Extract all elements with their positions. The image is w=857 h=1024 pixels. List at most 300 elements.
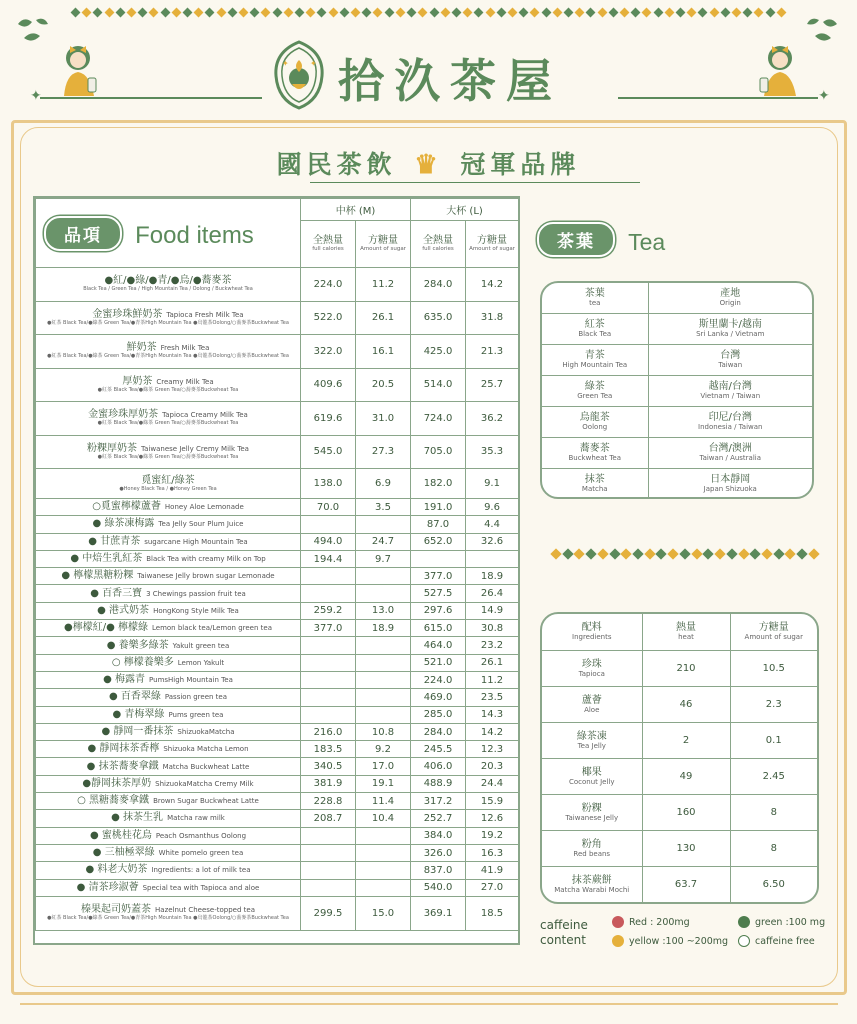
diamond-icon bbox=[550, 548, 561, 559]
diamond-icon bbox=[160, 8, 170, 18]
value-cell: 10.4 bbox=[356, 810, 411, 827]
table-row bbox=[542, 686, 817, 722]
diamond-icon bbox=[250, 8, 260, 18]
legend-yellow: yellow :100 ~200mg bbox=[610, 935, 728, 947]
diamond-icon bbox=[562, 548, 573, 559]
value-cell: 208.7 bbox=[301, 810, 356, 827]
diamond-icon bbox=[541, 8, 551, 18]
value-cell: 16.3 bbox=[466, 844, 519, 861]
table-row bbox=[36, 301, 519, 335]
diamond-icon bbox=[608, 8, 618, 18]
diamond-icon bbox=[743, 8, 753, 18]
value-cell bbox=[356, 706, 411, 723]
ingredient-cell: 熱量 heat bbox=[642, 614, 730, 650]
green-dot-icon bbox=[738, 916, 750, 928]
value-cell: 25.7 bbox=[466, 368, 519, 402]
diamond-icon bbox=[632, 548, 643, 559]
ingredient-cell: 8 bbox=[730, 830, 817, 866]
diamond-icon bbox=[597, 548, 608, 559]
diamond-icon bbox=[621, 548, 632, 559]
value-cell bbox=[301, 671, 356, 688]
ingredient-cell: 方糖量 Amount of sugar bbox=[730, 614, 817, 650]
top-diamond-border bbox=[72, 9, 785, 17]
diamond-icon bbox=[668, 548, 679, 559]
value-cell bbox=[356, 879, 411, 896]
tea-header bbox=[537, 222, 665, 257]
diamond-icon bbox=[631, 8, 641, 18]
item-name-cell: 鮮奶茶 Fresh Milk Tea ●紅茶 Black Tea/●綠茶 Green Tea/●青茶High Mountain Tea ●烏龍茶Oolong/○蕎麥茶Buckwheat Tea bbox=[36, 335, 301, 369]
leaf-left-icon bbox=[14, 14, 50, 50]
table-row bbox=[542, 830, 817, 866]
value-cell: 464.0 bbox=[411, 637, 466, 654]
svg-text:✦: ✦ bbox=[310, 59, 317, 68]
ingredient-cell: 63.7 bbox=[642, 866, 730, 902]
value-cell: 18.9 bbox=[466, 568, 519, 585]
value-cell bbox=[301, 516, 356, 533]
item-name-cell: ●檸檬紅/● 檸檬綠 Lemon black tea/Lemon green tea bbox=[36, 620, 301, 637]
ingredient-cell: 蘆薈 Aloe bbox=[542, 686, 642, 722]
table-row bbox=[36, 402, 519, 436]
brand-logo-icon bbox=[272, 40, 326, 110]
value-cell: 425.0 bbox=[411, 335, 466, 369]
value-cell: 35.3 bbox=[466, 435, 519, 469]
value-cell: 9.2 bbox=[356, 741, 411, 758]
diamond-icon bbox=[642, 8, 652, 18]
table-row bbox=[36, 568, 519, 585]
value-cell: 322.0 bbox=[301, 335, 356, 369]
value-cell: 384.0 bbox=[411, 827, 466, 844]
item-name-cell: ●靜岡抹茶厚奶 ShizuokaMatcha Cremy Milk bbox=[36, 775, 301, 792]
table-row bbox=[542, 794, 817, 830]
middle-diamond-divider bbox=[552, 550, 818, 560]
leaf-right-icon bbox=[805, 14, 841, 50]
value-cell: 11.2 bbox=[356, 268, 411, 302]
value-cell bbox=[301, 879, 356, 896]
tea-pill: 茶葉 bbox=[537, 222, 615, 257]
value-cell: 10.8 bbox=[356, 723, 411, 740]
diamond-icon bbox=[283, 8, 293, 18]
diamond-icon bbox=[507, 8, 517, 18]
diamond-icon bbox=[194, 8, 204, 18]
table-row bbox=[36, 585, 519, 602]
value-cell: 14.3 bbox=[466, 706, 519, 723]
value-cell bbox=[301, 568, 356, 585]
sparkle-icon: ✦ bbox=[30, 88, 42, 104]
value-cell: 377.0 bbox=[411, 568, 466, 585]
diamond-icon bbox=[530, 8, 540, 18]
value-cell: 11.4 bbox=[356, 793, 411, 810]
ingredient-cell: 10.5 bbox=[730, 650, 817, 686]
table-row bbox=[542, 722, 817, 758]
tea-cell: 紅茶 Black Tea bbox=[542, 313, 648, 344]
value-cell: 299.5 bbox=[301, 896, 356, 930]
item-name-cell: ● 港式奶茶 HongKong Style Milk Tea bbox=[36, 602, 301, 619]
value-cell: 36.2 bbox=[466, 402, 519, 436]
diamond-icon bbox=[754, 8, 764, 18]
item-name-cell: 榛果起司奶蓋茶 Hazelnut Cheese-topped tea ●紅茶 Black Tea/●綠茶 Green Tea/●青茶High Mountain Tea ●烏龍茶Oolong/○蕎麥茶Buckwheat Tea bbox=[36, 896, 301, 930]
item-name-cell: ● 抹茶蕎麥拿鐵 Matcha Buckwheat Latte bbox=[36, 758, 301, 775]
tea-cell: 茶葉 tea bbox=[584, 288, 605, 308]
table-row bbox=[542, 344, 812, 375]
crown-icon: ♛ bbox=[414, 150, 443, 180]
table-row bbox=[36, 499, 519, 516]
ingredient-cell: 粉粿 Taiwanese Jelly bbox=[542, 794, 642, 830]
value-cell: 652.0 bbox=[411, 533, 466, 550]
slogan-underline bbox=[310, 182, 640, 183]
diamond-icon bbox=[703, 548, 714, 559]
diamond-icon bbox=[138, 8, 148, 18]
item-name-cell: ● 三柚極翠綠 White pomelo green tea bbox=[36, 844, 301, 861]
size-medium-header: 中杯 (M) bbox=[301, 199, 411, 221]
value-cell bbox=[466, 550, 519, 567]
value-cell bbox=[301, 706, 356, 723]
legend-green: green :100 mg bbox=[736, 916, 825, 928]
value-cell: 488.9 bbox=[411, 775, 466, 792]
diamond-icon bbox=[761, 548, 772, 559]
diamond-icon bbox=[104, 8, 114, 18]
tea-header-row bbox=[542, 283, 812, 313]
tea-origin-table bbox=[540, 281, 814, 499]
item-name-cell: ● 檸檬黑糖粉粿 Taiwanese Jelly brown sugar Lemonade bbox=[36, 568, 301, 585]
tea-cell: 綠茶 Green Tea bbox=[542, 375, 648, 406]
value-cell bbox=[356, 585, 411, 602]
diamond-icon bbox=[216, 8, 226, 18]
ingredient-cell: 2.3 bbox=[730, 686, 817, 722]
tea-cell: 烏龍茶 Oolong bbox=[542, 406, 648, 437]
value-cell bbox=[301, 862, 356, 879]
header-line-right bbox=[618, 97, 818, 99]
table-row bbox=[542, 866, 817, 902]
ingredient-cell: 130 bbox=[642, 830, 730, 866]
value-cell: 224.0 bbox=[301, 268, 356, 302]
ingredient-cell: 椰果 Coconut Jelly bbox=[542, 758, 642, 794]
item-name-cell: ● 蜜桃桂花烏 Peach Osmanthus Oolong bbox=[36, 827, 301, 844]
value-cell: 18.5 bbox=[466, 896, 519, 930]
value-cell: 369.1 bbox=[411, 896, 466, 930]
slogan bbox=[0, 145, 857, 181]
value-cell: 15.0 bbox=[356, 896, 411, 930]
diamond-icon bbox=[609, 548, 620, 559]
table-row bbox=[36, 741, 519, 758]
value-cell: 837.0 bbox=[411, 862, 466, 879]
item-name-cell: ● 百香三寶 3 Chewings passion fruit tea bbox=[36, 585, 301, 602]
table-row bbox=[36, 654, 519, 671]
value-cell: 19.2 bbox=[466, 827, 519, 844]
diamond-icon bbox=[656, 548, 667, 559]
girl-mascot-left-icon bbox=[58, 40, 100, 98]
item-name-cell: ○ 檸檬養樂多 Lemon Yakult bbox=[36, 654, 301, 671]
ingredient-cell: 粉角 Red beans bbox=[542, 830, 642, 866]
table-row bbox=[36, 862, 519, 879]
value-cell: 9.1 bbox=[466, 469, 519, 499]
ingredient-cell: 配料 Ingredients bbox=[572, 622, 612, 642]
free-dot-icon bbox=[738, 935, 750, 947]
value-cell: 26.1 bbox=[466, 654, 519, 671]
diamond-icon bbox=[714, 548, 725, 559]
diamond-icon bbox=[407, 8, 417, 18]
ingredient-cell: 160 bbox=[642, 794, 730, 830]
diamond-icon bbox=[796, 548, 807, 559]
red-dot-icon bbox=[612, 916, 624, 928]
value-cell: 245.5 bbox=[411, 741, 466, 758]
diamond-icon bbox=[750, 548, 761, 559]
table-row bbox=[36, 689, 519, 706]
value-cell: 724.0 bbox=[411, 402, 466, 436]
value-cell: 259.2 bbox=[301, 602, 356, 619]
item-name-cell: 金蜜珍珠鮮奶茶 Tapioca Fresh Milk Tea ●紅茶 Black Tea/●綠茶 Green Tea/●青茶High Mountain Tea ●烏龍茶Oolong/○蕎麥茶Buckwheat Tea bbox=[36, 301, 301, 335]
table-row bbox=[36, 793, 519, 810]
table-row bbox=[36, 368, 519, 402]
diamond-icon bbox=[597, 8, 607, 18]
diamond-icon bbox=[115, 8, 125, 18]
ingredient-cell: 6.50 bbox=[730, 866, 817, 902]
value-cell: 705.0 bbox=[411, 435, 466, 469]
value-cell: 17.0 bbox=[356, 758, 411, 775]
tea-cell: 抹茶 Matcha bbox=[542, 468, 648, 499]
value-cell: 13.0 bbox=[356, 602, 411, 619]
legend-caption: caffeine content bbox=[540, 918, 588, 947]
diamond-icon bbox=[808, 548, 819, 559]
value-cell: 31.8 bbox=[466, 301, 519, 335]
diamond-icon bbox=[183, 8, 193, 18]
food-pill: 品項 bbox=[44, 216, 122, 251]
table-row bbox=[36, 758, 519, 775]
table-row bbox=[36, 896, 519, 930]
value-cell: 619.6 bbox=[301, 402, 356, 436]
diamond-icon bbox=[373, 8, 383, 18]
value-cell: 26.4 bbox=[466, 585, 519, 602]
value-cell: 285.0 bbox=[411, 706, 466, 723]
diamond-icon bbox=[71, 8, 81, 18]
diamond-icon bbox=[306, 8, 316, 18]
item-name-cell: ● 料老大奶茶 Ingredients: a lot of milk tea bbox=[36, 862, 301, 879]
value-cell: 31.0 bbox=[356, 402, 411, 436]
value-cell: 23.2 bbox=[466, 637, 519, 654]
value-cell: 340.5 bbox=[301, 758, 356, 775]
value-cell bbox=[301, 689, 356, 706]
table-row bbox=[36, 268, 519, 302]
item-name-cell: ○覓蜜檸檬蘆薈 Honey Aloe Lemonade bbox=[36, 499, 301, 516]
diamond-icon bbox=[429, 8, 439, 18]
table-row bbox=[36, 516, 519, 533]
diamond-icon bbox=[519, 8, 529, 18]
table-row bbox=[542, 313, 812, 344]
table-row bbox=[542, 375, 812, 406]
value-cell bbox=[356, 827, 411, 844]
value-cell: 21.3 bbox=[466, 335, 519, 369]
diamond-icon bbox=[552, 8, 562, 18]
value-cell bbox=[301, 827, 356, 844]
item-name-cell: 厚奶茶 Creamy Milk Tea ●紅茶 Black Tea/●綠茶 Green Tea/○蕎麥茶Buckwheat Tea bbox=[36, 368, 301, 402]
item-name-cell: ● 養樂多綠茶 Yakult green tea bbox=[36, 637, 301, 654]
value-cell: 521.0 bbox=[411, 654, 466, 671]
diamond-icon bbox=[362, 8, 372, 18]
value-cell: 377.0 bbox=[301, 620, 356, 637]
value-cell: 26.1 bbox=[356, 301, 411, 335]
diamond-icon bbox=[205, 8, 215, 18]
m-sugar-header: 方糖量 Amount of sugar bbox=[356, 221, 411, 268]
value-cell: 4.4 bbox=[466, 516, 519, 533]
value-cell: 381.9 bbox=[301, 775, 356, 792]
value-cell: 284.0 bbox=[411, 268, 466, 302]
ingredient-cell: 8 bbox=[730, 794, 817, 830]
table-row bbox=[36, 602, 519, 619]
value-cell: 87.0 bbox=[411, 516, 466, 533]
diamond-icon bbox=[687, 8, 697, 18]
value-cell: 317.2 bbox=[411, 793, 466, 810]
ingredient-cell: 2.45 bbox=[730, 758, 817, 794]
header-line-left bbox=[40, 97, 262, 99]
tea-cell: 斯里蘭卡/越南 Sri Lanka / Vietnam bbox=[648, 313, 812, 344]
tea-cell: 日本靜岡 Japan Shizuoka bbox=[648, 468, 812, 499]
diamond-icon bbox=[620, 8, 630, 18]
girl-mascot-right-icon bbox=[758, 40, 800, 98]
diamond-icon bbox=[328, 8, 338, 18]
diamond-icon bbox=[418, 8, 428, 18]
table-row bbox=[36, 723, 519, 740]
value-cell: 284.0 bbox=[411, 723, 466, 740]
diamond-icon bbox=[653, 8, 663, 18]
table-row bbox=[36, 844, 519, 861]
value-cell: 522.0 bbox=[301, 301, 356, 335]
slogan-right: 冠軍品牌 bbox=[460, 150, 581, 179]
item-name-cell: ● 清茶珍淑薈 Special tea with Tapioca and aloe bbox=[36, 879, 301, 896]
value-cell bbox=[301, 585, 356, 602]
item-name-cell: ● 中焙生乳紅茶 Black Tea with creamy Milk on Top bbox=[36, 550, 301, 567]
value-cell: 70.0 bbox=[301, 499, 356, 516]
item-name-cell: 覓蜜紅/綠茶 ●Honey Black Tea / ●Honey Green Tea bbox=[36, 469, 301, 499]
l-cal-header: 全熱量 full calories bbox=[411, 221, 466, 268]
value-cell: 224.0 bbox=[411, 671, 466, 688]
diamond-icon bbox=[732, 8, 742, 18]
tea-cell: 越南/台灣 Vietnam / Taiwan bbox=[648, 375, 812, 406]
diamond-icon bbox=[496, 8, 506, 18]
diamond-icon bbox=[82, 8, 92, 18]
value-cell: 540.0 bbox=[411, 879, 466, 896]
table-row bbox=[542, 437, 812, 468]
diamond-icon bbox=[317, 8, 327, 18]
tea-cell: 印尼/台灣 Indonesia / Taiwan bbox=[648, 406, 812, 437]
value-cell: 228.8 bbox=[301, 793, 356, 810]
value-cell: 194.4 bbox=[301, 550, 356, 567]
value-cell: 6.9 bbox=[356, 469, 411, 499]
value-cell: 9.6 bbox=[466, 499, 519, 516]
diamond-icon bbox=[726, 548, 737, 559]
food-title: Food items bbox=[135, 222, 254, 249]
value-cell bbox=[356, 568, 411, 585]
diamond-icon bbox=[586, 8, 596, 18]
value-cell: 30.8 bbox=[466, 620, 519, 637]
value-cell: 24.7 bbox=[356, 533, 411, 550]
item-name-cell: ● 抹茶生乳 Matcha raw milk bbox=[36, 810, 301, 827]
value-cell: 409.6 bbox=[301, 368, 356, 402]
value-cell: 16.1 bbox=[356, 335, 411, 369]
value-cell: 12.3 bbox=[466, 741, 519, 758]
diamond-icon bbox=[698, 8, 708, 18]
value-cell: 182.0 bbox=[411, 469, 466, 499]
value-cell: 11.2 bbox=[466, 671, 519, 688]
ingredient-cell: 綠茶凍 Tea Jelly bbox=[542, 722, 642, 758]
slogan-left: 國民茶飲 bbox=[276, 150, 397, 179]
table-row bbox=[36, 435, 519, 469]
value-cell: 3.5 bbox=[356, 499, 411, 516]
ingredient-cell: 210 bbox=[642, 650, 730, 686]
value-cell: 191.0 bbox=[411, 499, 466, 516]
diamond-icon bbox=[720, 8, 730, 18]
value-cell bbox=[356, 844, 411, 861]
ingredient-cell: 49 bbox=[642, 758, 730, 794]
diamond-icon bbox=[773, 548, 784, 559]
value-cell: 32.6 bbox=[466, 533, 519, 550]
brand-title: 拾汣茶屋 bbox=[338, 54, 562, 108]
value-cell: 545.0 bbox=[301, 435, 356, 469]
diamond-icon bbox=[395, 8, 405, 18]
item-name-cell: ●紅/●綠/●青/●烏/●蕎麥茶 Black Tea / Green Tea / High Mountain Tea / Oolong / Buckwheat Tea bbox=[36, 268, 301, 302]
diamond-icon bbox=[644, 548, 655, 559]
value-cell: 24.4 bbox=[466, 775, 519, 792]
table-row bbox=[36, 637, 519, 654]
item-name-cell: ● 梅露青 PumsHigh Mountain Tea bbox=[36, 671, 301, 688]
food-items-table bbox=[33, 196, 520, 945]
value-cell: 12.6 bbox=[466, 810, 519, 827]
diamond-icon bbox=[272, 8, 282, 18]
diamond-icon bbox=[676, 8, 686, 18]
table-row bbox=[542, 406, 812, 437]
diamond-icon bbox=[451, 8, 461, 18]
table-row bbox=[36, 469, 519, 499]
value-cell: 14.2 bbox=[466, 268, 519, 302]
table-row bbox=[36, 671, 519, 688]
value-cell bbox=[356, 689, 411, 706]
value-cell: 15.9 bbox=[466, 793, 519, 810]
value-cell: 23.5 bbox=[466, 689, 519, 706]
value-cell: 326.0 bbox=[411, 844, 466, 861]
diamond-icon bbox=[765, 8, 775, 18]
table-row bbox=[36, 775, 519, 792]
diamond-icon bbox=[463, 8, 473, 18]
value-cell: 527.5 bbox=[411, 585, 466, 602]
value-cell: 14.9 bbox=[466, 602, 519, 619]
value-cell: 9.7 bbox=[356, 550, 411, 567]
table-row bbox=[36, 335, 519, 369]
value-cell: 252.7 bbox=[411, 810, 466, 827]
table-row bbox=[542, 468, 812, 499]
svg-text:✦: ✦ bbox=[282, 59, 289, 68]
value-cell bbox=[356, 654, 411, 671]
table-row bbox=[36, 706, 519, 723]
tea-cell: 台灣 Taiwan bbox=[648, 344, 812, 375]
value-cell: 27.0 bbox=[466, 879, 519, 896]
diamond-icon bbox=[239, 8, 249, 18]
tea-cell: 台灣/澳洲 Taiwan / Australia bbox=[648, 437, 812, 468]
ingredients-table bbox=[540, 612, 819, 904]
legend-free: caffeine free bbox=[736, 935, 815, 947]
tea-cell: 蕎麥茶 Buckwheat Tea bbox=[542, 437, 648, 468]
item-name-cell: ● 靜岡一番抹茶 ShizuokaMatcha bbox=[36, 723, 301, 740]
ingredients-header-row bbox=[542, 614, 817, 650]
ingredient-cell: 2 bbox=[642, 722, 730, 758]
value-cell: 138.0 bbox=[301, 469, 356, 499]
tea-title: Tea bbox=[628, 229, 666, 255]
diamond-icon bbox=[339, 8, 349, 18]
legend-red: Red : 200mg bbox=[610, 916, 690, 928]
table-row bbox=[36, 810, 519, 827]
value-cell bbox=[356, 516, 411, 533]
value-cell: 615.0 bbox=[411, 620, 466, 637]
item-name-cell: ● 百香翠綠 Passion green tea bbox=[36, 689, 301, 706]
sparkle-icon: ✦ bbox=[818, 88, 830, 104]
diamond-icon bbox=[474, 8, 484, 18]
